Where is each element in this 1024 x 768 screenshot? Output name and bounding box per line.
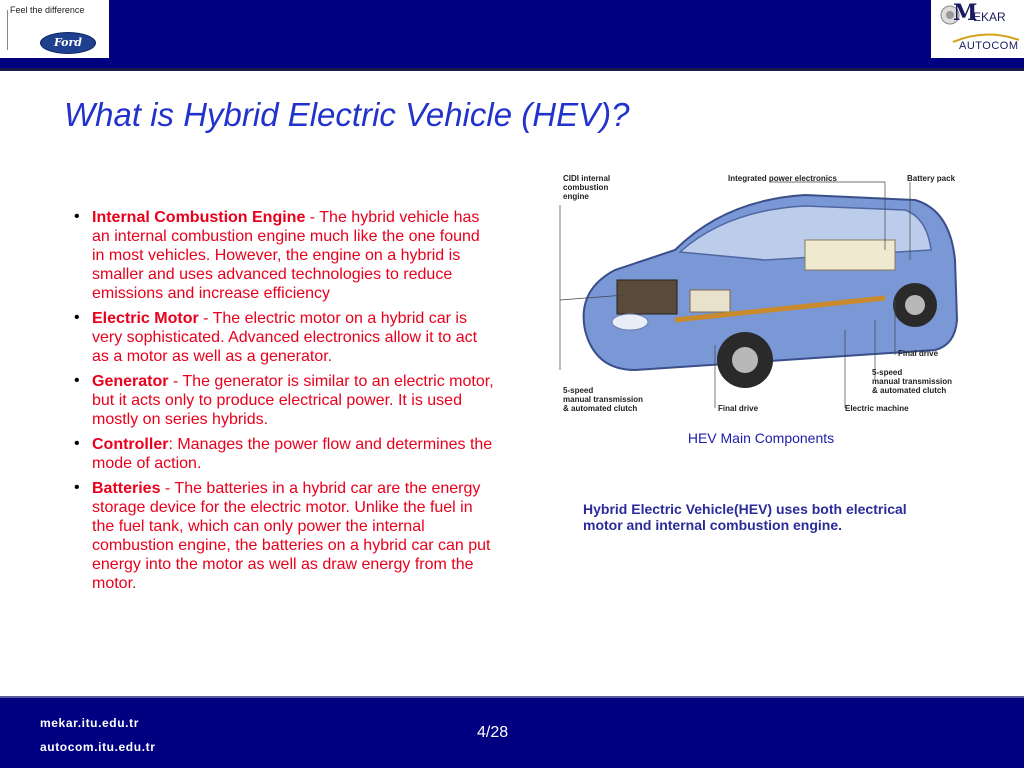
- ford-logo: [0, 0, 109, 58]
- ford-divider: [7, 10, 8, 50]
- bullet-term: Electric Motor: [92, 310, 199, 327]
- bullet-dot-icon: •: [74, 309, 80, 326]
- power-electronics-shape: [690, 290, 730, 312]
- front-hub-shape: [732, 347, 758, 373]
- component-bullet-list: [64, 208, 494, 599]
- bullet-term: Generator: [92, 373, 169, 390]
- hev-components-figure: [555, 170, 967, 418]
- rear-hub-shape: [905, 295, 925, 315]
- figure-caption: HEV Main Components: [687, 430, 835, 446]
- headlight-shape: [612, 314, 648, 330]
- bullet-text: - The hybrid vehicle has an internal combustion engine much like the one found in most vehicles. However, the engine on a hybrid is smaller and uses advanced technologies to reduce emissions and increase efficiency: [92, 209, 480, 302]
- label-transmission-right-line1: 5-speed: [872, 368, 903, 377]
- label-cidi-line3: engine: [563, 192, 589, 201]
- bullet-generator: [64, 372, 494, 429]
- mekar-initial: M: [953, 0, 978, 26]
- bullet-batteries: [64, 479, 494, 593]
- footer-bar: [0, 698, 1024, 768]
- ford-oval-logo: Ford: [40, 32, 96, 54]
- label-transmission-right-line3: & automated clutch: [872, 386, 947, 395]
- battery-pack-shape: [805, 240, 895, 270]
- label-final-drive-right: Final drive: [898, 349, 939, 358]
- slide-title: What is Hybrid Electric Vehicle (HEV)?: [64, 96, 630, 133]
- bullet-term: Internal Combustion Engine: [92, 209, 306, 226]
- footer-link-autocom[interactable]: autocom.itu.edu.tr: [40, 740, 156, 754]
- bullet-text: - The batteries in a hybrid car are the energy storage device for the electric motor. Unlike the fuel in the fuel tank, which can only power the internal combustion engine, the batteries on a hybrid car can put energy into the motor as well as draw energy from the motor.: [92, 480, 491, 592]
- label-cidi-line1: CIDI internal: [563, 174, 611, 183]
- bullet-dot-icon: •: [74, 208, 80, 225]
- bullet-dot-icon: •: [74, 435, 80, 452]
- label-cidi-line2: combustion: [563, 183, 609, 192]
- label-electric-machine: Electric machine: [845, 404, 909, 413]
- page-number: 4/28: [477, 724, 509, 741]
- footer-link-mekar[interactable]: mekar.itu.edu.tr: [40, 716, 139, 730]
- label-transmission-right-line2: manual transmission: [872, 377, 953, 386]
- bullet-internal-combustion-engine: [64, 208, 494, 303]
- label-battery-pack: Battery pack: [907, 174, 956, 183]
- ford-tagline: Feel the difference: [10, 5, 85, 15]
- bullet-text: - The generator is similar to an electric motor, but it acts only to produce electrical power. It is used mostly on series hybrids.: [92, 373, 494, 428]
- label-transmission-left-line1: 5-speed: [563, 386, 594, 395]
- mekar-logo-text: EKAR: [973, 10, 1006, 24]
- header-divider: [0, 68, 1024, 71]
- bullet-text: : Manages the power flow and determines the mode of action.: [92, 436, 493, 472]
- hev-summary-note: Hybrid Electric Vehicle(HEV) uses both electrical motor and internal combustion engine.: [583, 501, 907, 533]
- label-transmission-left-line3: & automated clutch: [563, 404, 638, 413]
- bullet-controller: [64, 435, 494, 473]
- label-transmission-left-line2: manual transmission: [563, 395, 644, 404]
- label-final-drive-bottom: Final drive: [718, 404, 759, 413]
- bullet-dot-icon: •: [74, 479, 80, 496]
- autocom-logo-text: AUTOCOM: [959, 40, 1019, 52]
- header-bar: [0, 0, 1024, 68]
- bullet-dot-icon: •: [74, 372, 80, 389]
- mekar-autocom-logo: [931, 0, 1024, 58]
- label-power-electronics: Integrated power electronics: [728, 174, 837, 183]
- engine-shape: [617, 280, 677, 314]
- bullet-text: - The electric motor on a hybrid car is very sophisticated. Advanced electronics allow it to act as a motor as well as a generator.: [92, 310, 478, 365]
- bullet-term: Controller: [92, 436, 169, 453]
- bullet-electric-motor: [64, 309, 494, 366]
- bullet-term: Batteries: [92, 480, 161, 497]
